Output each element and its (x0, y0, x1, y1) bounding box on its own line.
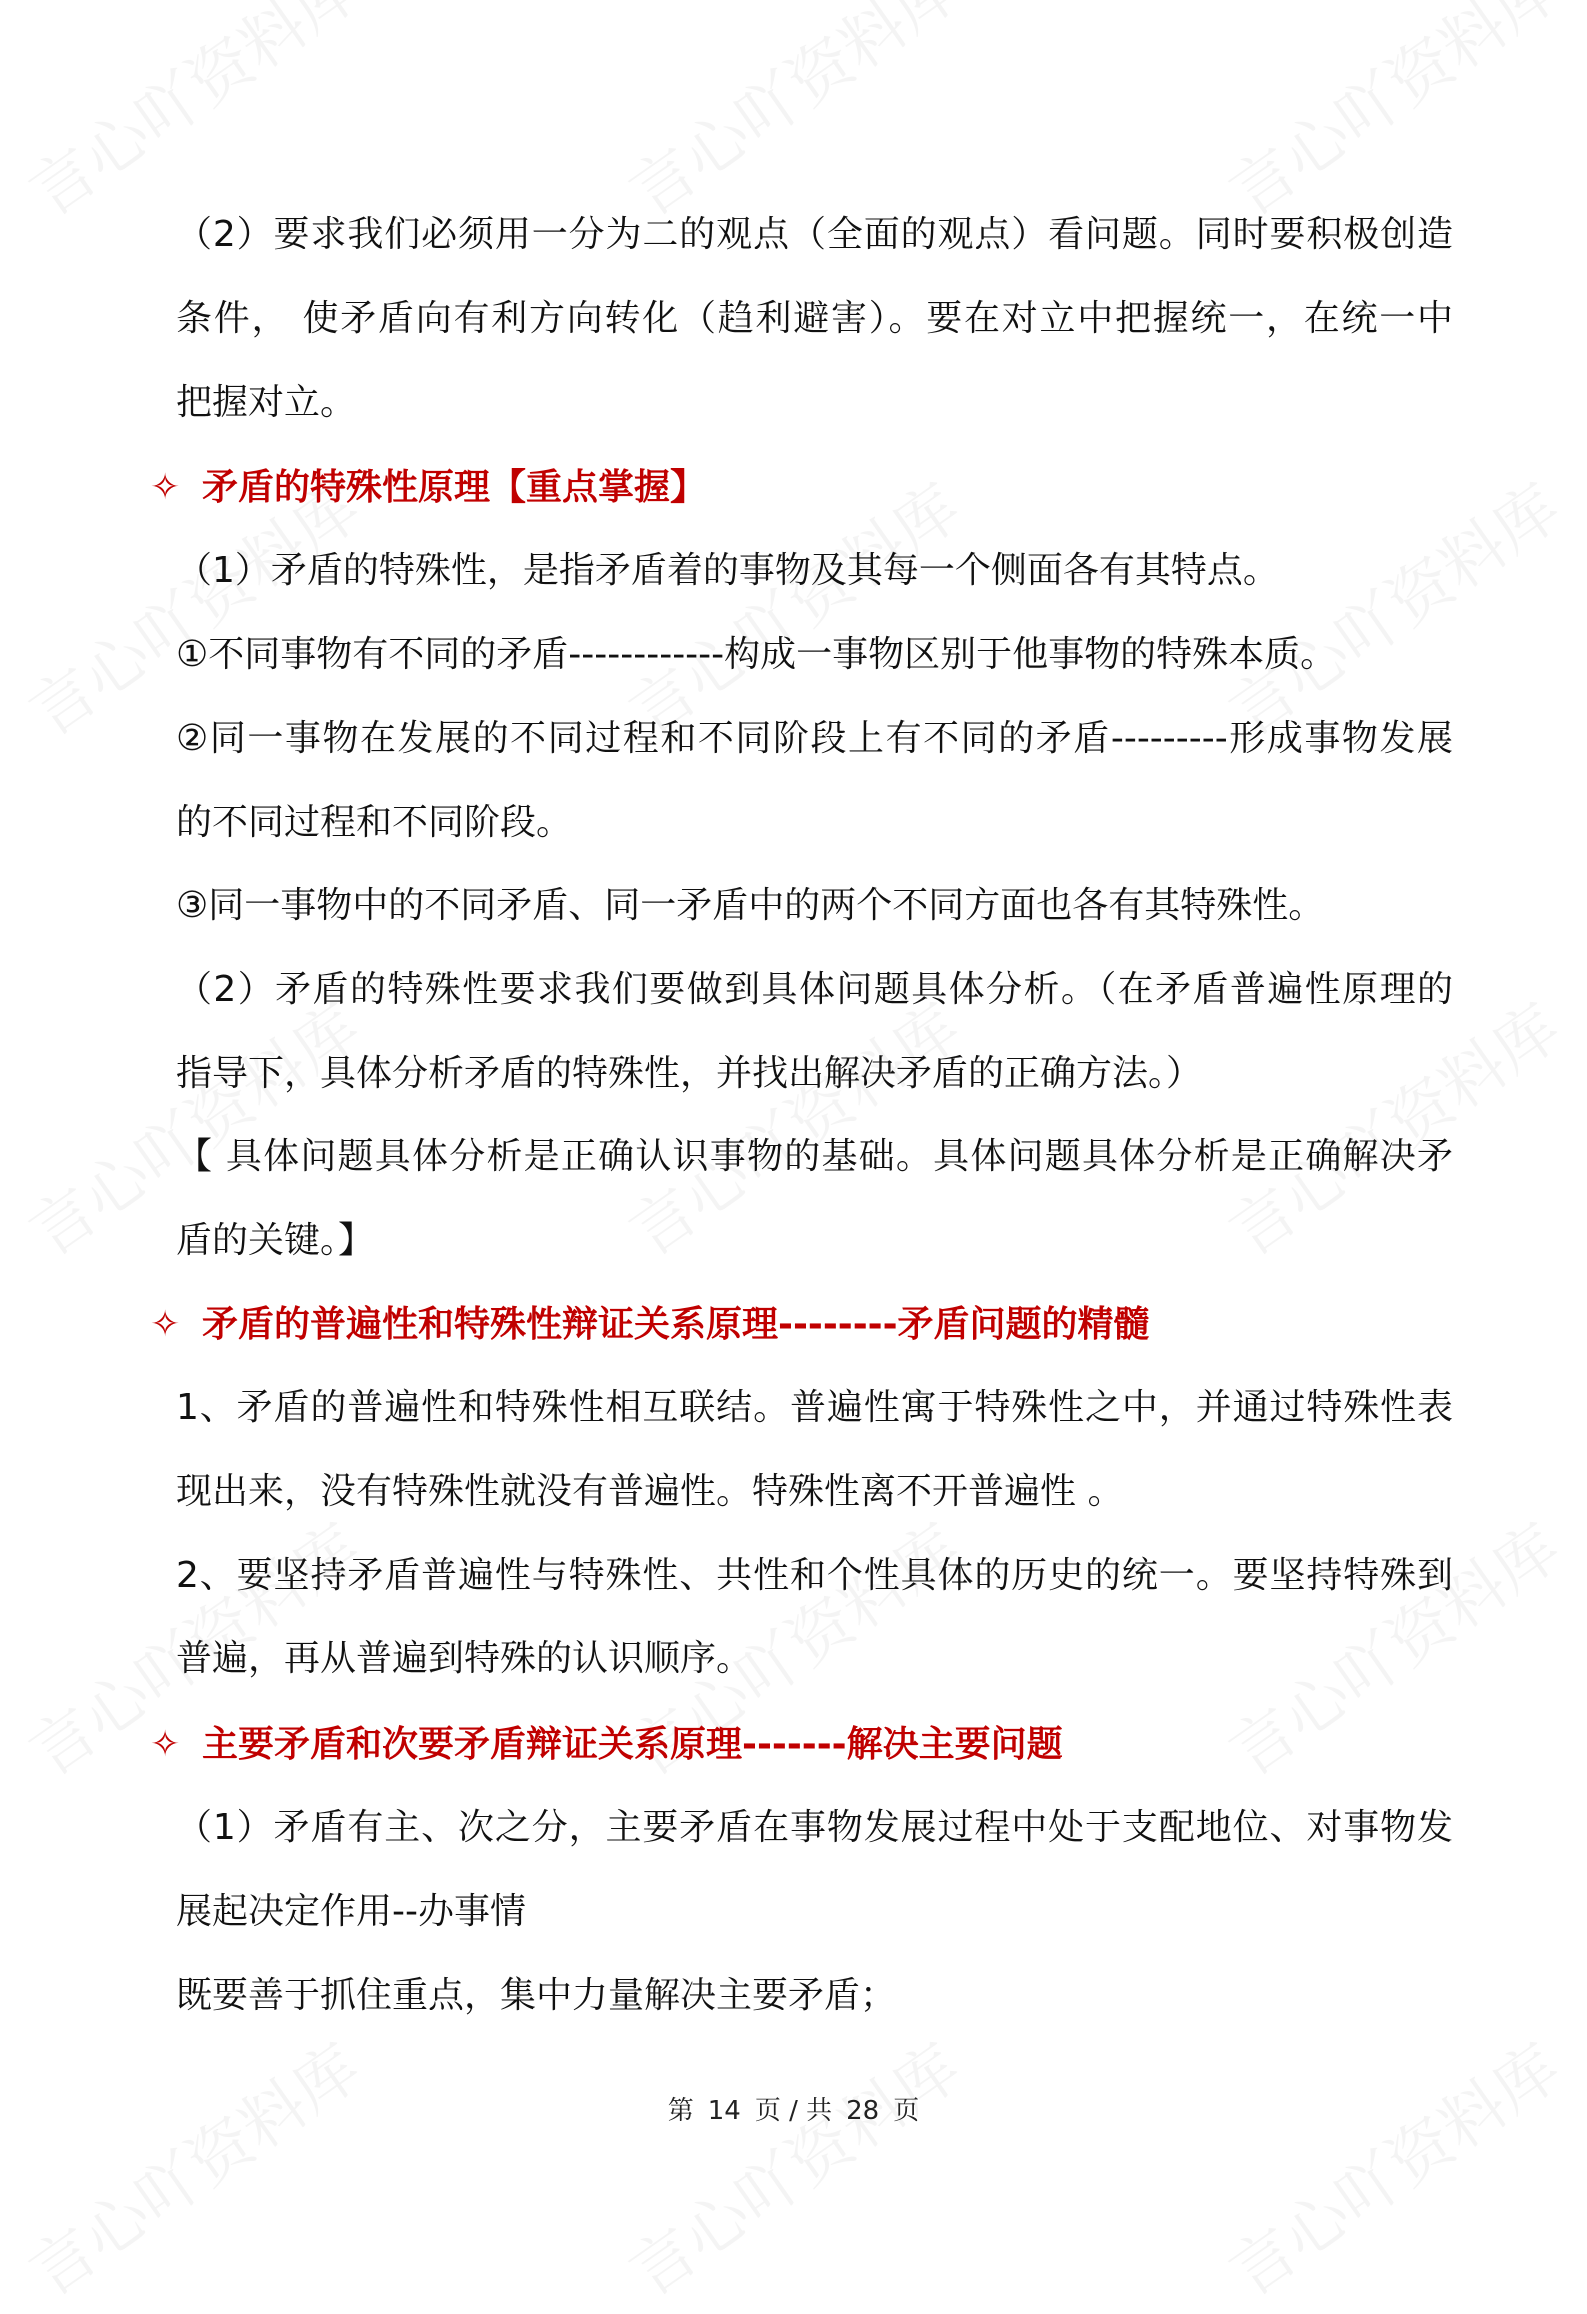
current-page: 14 (707, 2096, 741, 2126)
text-line (176, 1049, 1453, 1099)
text-line (176, 546, 1453, 596)
line-text: ①不同事物有不同的矛盾------------构成一事物区别于他事物的特殊本质。 (176, 634, 1337, 676)
text-line (176, 965, 1453, 1015)
page-footer (0, 2090, 1587, 2127)
line-text: 条件， 使矛盾向有利方向转化（趋利避害）。要在对立中把握统一，在统一中 (176, 297, 1453, 339)
diamond-bullet-icon: ✧ (150, 1723, 181, 1765)
line-text: 现出来，没有特殊性就没有普遍性。特殊性离不开普遍性 。 (176, 1471, 1124, 1513)
line-text: 1、矛盾的普遍性和特殊性相互联结。普遍性寓于特殊性之中，并通过特殊性表 (176, 1387, 1453, 1429)
footer-suffix: 页 (893, 2096, 920, 2126)
line-text: 的不同过程和不同阶段。 (176, 801, 573, 843)
watermark-text (1208, 2018, 1575, 2314)
diamond-bullet-icon: ✧ (150, 1303, 181, 1345)
line-text: （2）要求我们必须用一分为二的观点（全面的观点）看问题。同时要积极创造 (176, 214, 1453, 256)
text-line (176, 1132, 1453, 1182)
section-heading (150, 463, 1427, 513)
watermark-text (608, 0, 975, 234)
text-line (176, 1551, 1453, 1601)
text-line (176, 630, 1453, 680)
line-text: 盾的关键。】 (176, 1219, 375, 1261)
text-line (176, 210, 1453, 260)
footer-prefix: 第 (667, 2096, 694, 2126)
line-text: 【 具体问题具体分析是正确认识事物的基础。具体问题具体分析是正确解决矛 (176, 1136, 1453, 1178)
line-text: 展起决定作用--办事情 (176, 1890, 526, 1932)
line-text: 普遍，再从普遍到特殊的认识顺序。 (176, 1638, 753, 1680)
line-text: 主要矛盾和次要矛盾辩证关系原理-------解决主要问题 (202, 1723, 1063, 1765)
text-line (176, 714, 1453, 764)
text-line (176, 378, 1453, 428)
text-line (176, 881, 1453, 931)
line-text: （1）矛盾有主、次之分，主要矛盾在事物发展过程中处于支配地位、对事物发 (176, 1807, 1453, 1849)
line-text: （1）矛盾的特殊性，是指矛盾着的事物及其每一个侧面各有其特点。 (176, 550, 1279, 592)
text-line (176, 1216, 1453, 1266)
text-line (176, 294, 1453, 344)
line-text: 指导下，具体分析矛盾的特殊性，并找出解决矛盾的正确方法。） (176, 1052, 1203, 1094)
section-heading (150, 1300, 1427, 1350)
watermark-text (1208, 0, 1575, 234)
diamond-bullet-icon: ✧ (150, 466, 181, 508)
text-line (176, 1467, 1453, 1517)
line-text: ③同一事物中的不同矛盾、同一矛盾中的两个不同方面也各有其特殊性。 (176, 885, 1325, 927)
line-text: 把握对立。 (176, 381, 357, 423)
line-text: 2、要坚持矛盾普遍性与特殊性、共性和个性具体的历史的统一。要坚持特殊到 (176, 1554, 1453, 1596)
section-heading (150, 1720, 1427, 1770)
total-pages: 28 (846, 2096, 880, 2126)
line-text: 矛盾的普遍性和特殊性辩证关系原理--------矛盾问题的精髓 (202, 1303, 1150, 1345)
line-text: ②同一事物在发展的不同过程和不同阶段上有不同的矛盾---------形成事物发展 (176, 717, 1453, 759)
watermark-text (8, 2018, 375, 2314)
watermark-text (608, 2018, 975, 2314)
text-line (176, 1803, 1453, 1853)
text-line (176, 1634, 1453, 1684)
watermark-text (8, 0, 375, 234)
footer-mid: 页 / 共 (754, 2096, 833, 2126)
text-line (176, 1971, 1453, 2021)
text-line (176, 1383, 1453, 1433)
line-text: （2）矛盾的特殊性要求我们要做到具体问题具体分析。（在矛盾普遍性原理的 (176, 968, 1453, 1010)
text-line (176, 798, 1453, 848)
line-text: 矛盾的特殊性原理【重点掌握】 (202, 466, 707, 508)
text-line (176, 1887, 1453, 1937)
line-text: 既要善于抓住重点，集中力量解决主要矛盾； (176, 1974, 897, 2016)
